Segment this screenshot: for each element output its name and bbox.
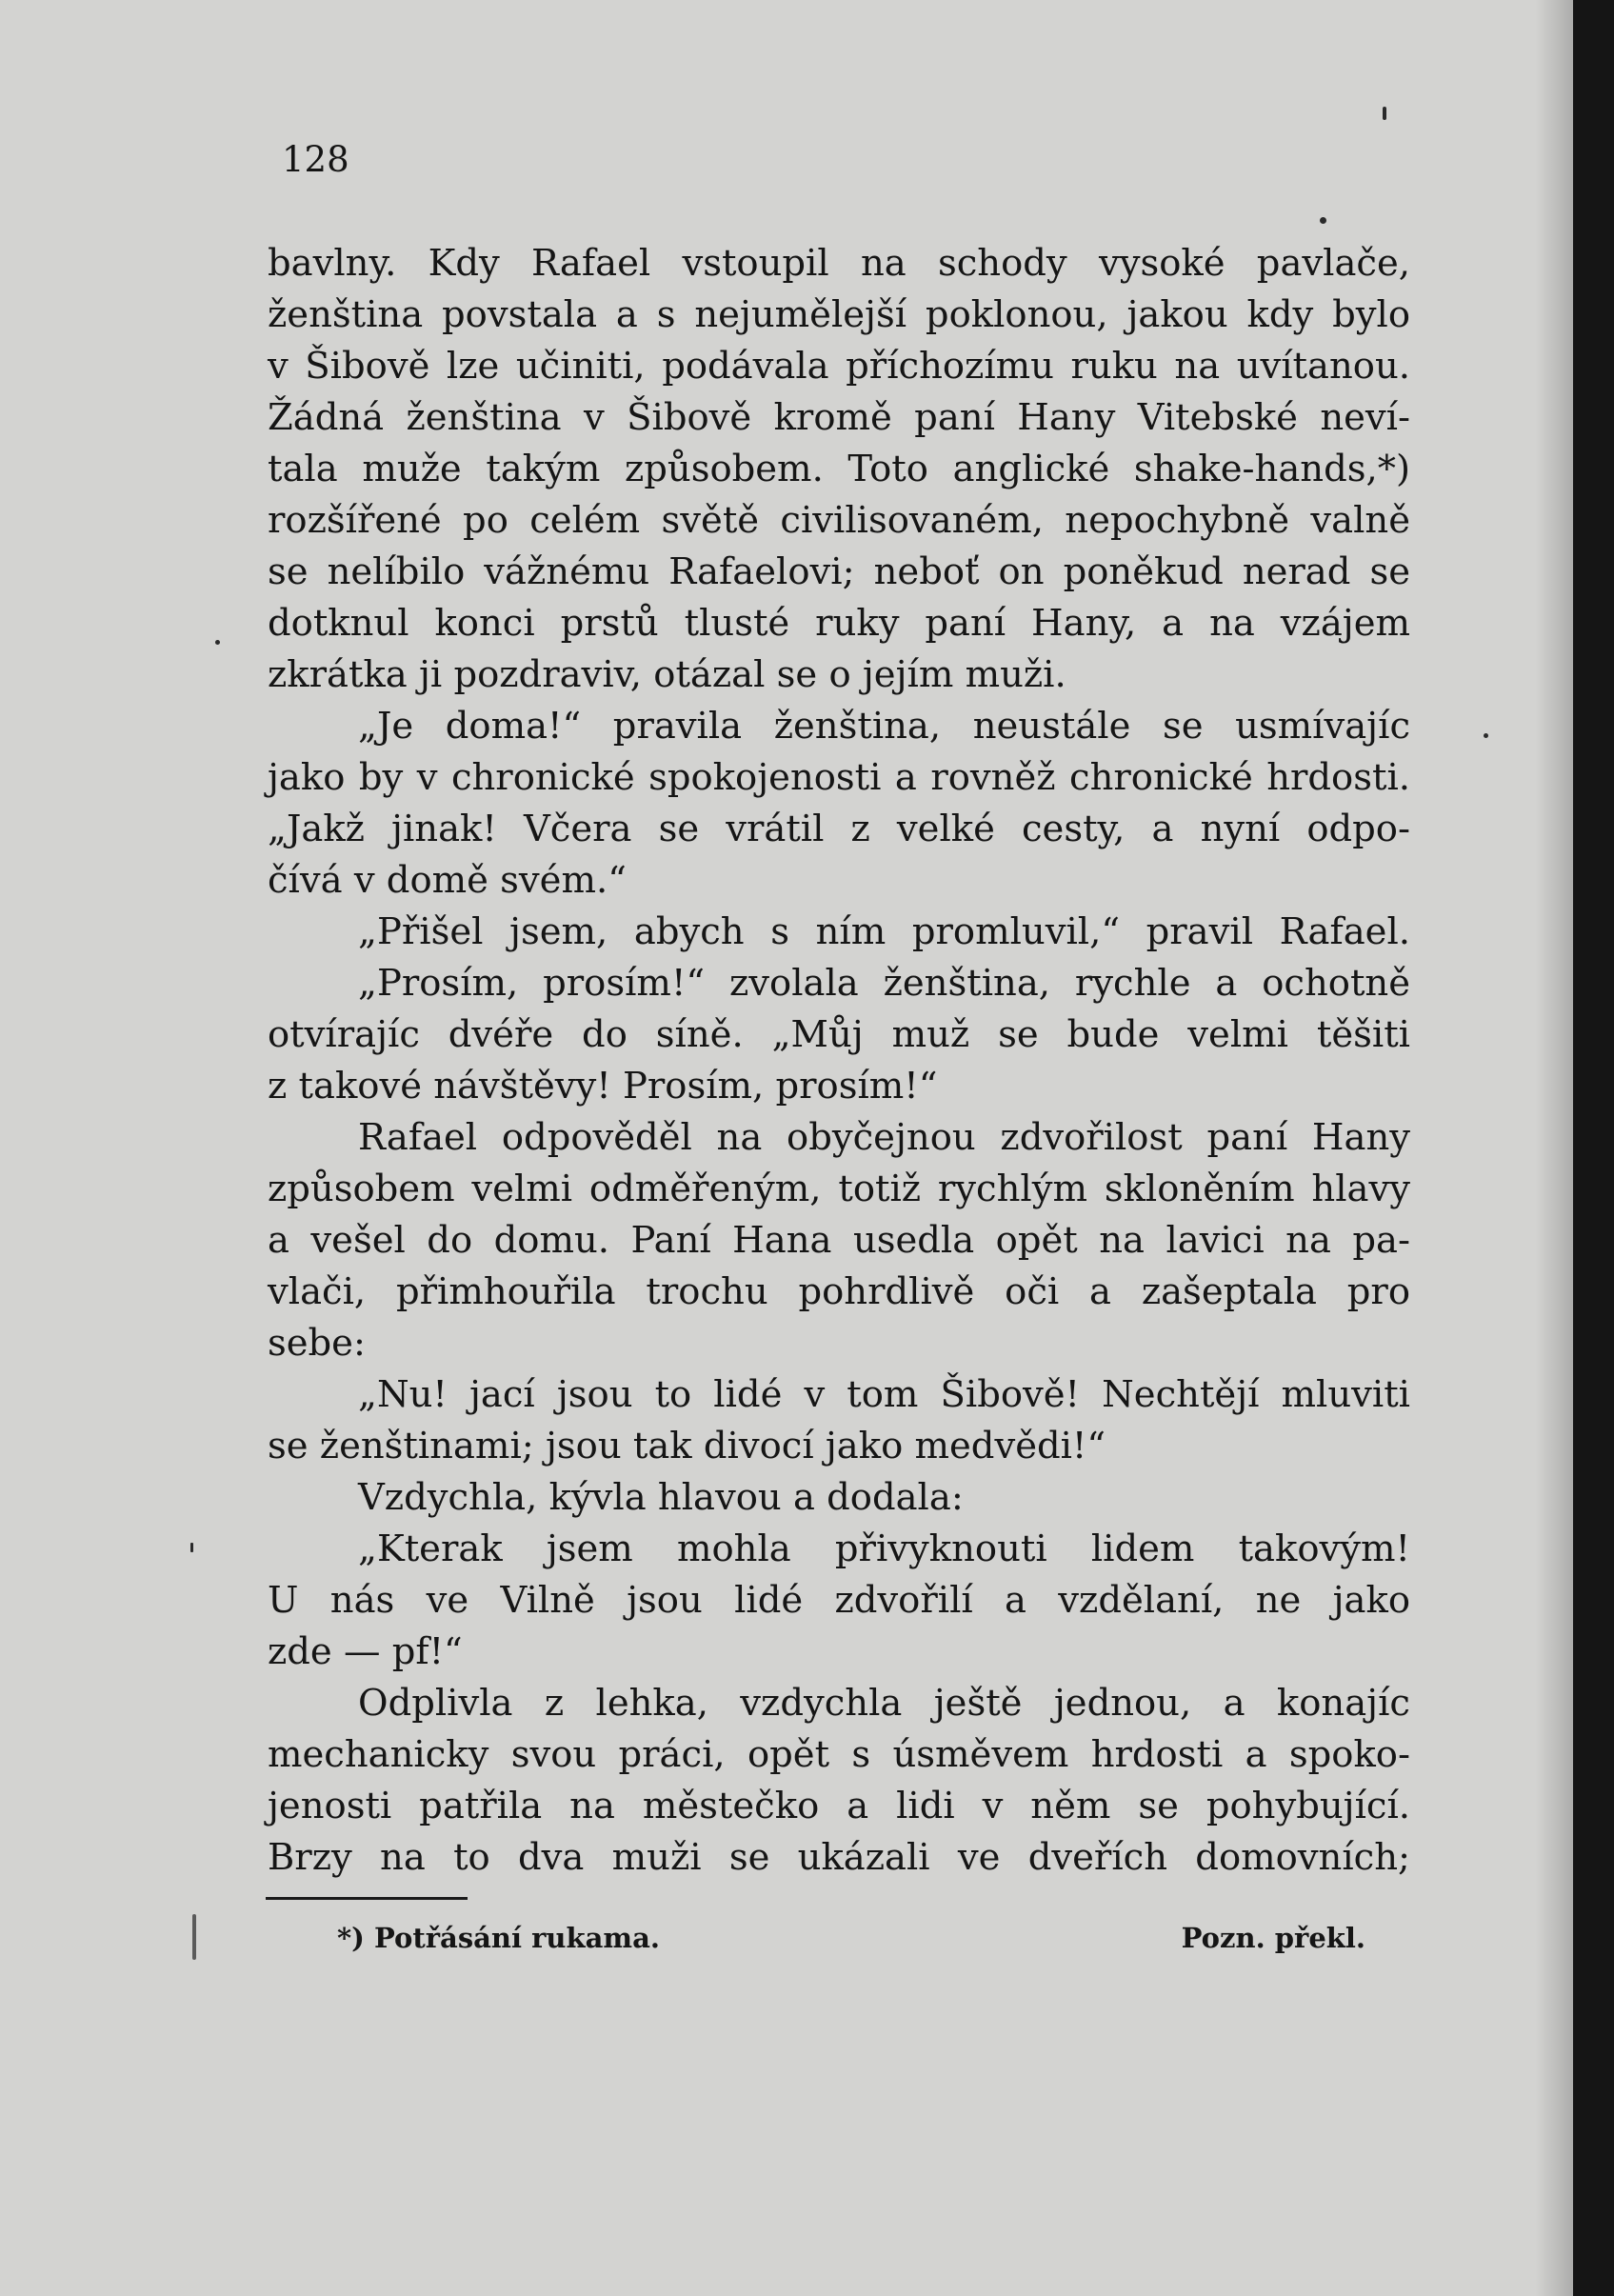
text-line: jako by v chronické spokojenosti a rovněž chronické hrdosti. xyxy=(268,756,1410,799)
text-line: otvírajíc dvéře do síně. „Můj muž se bude velmi těšiti xyxy=(268,1013,1410,1056)
text-line: z takové návštěvy! Prosím, prosím!“ xyxy=(268,1065,938,1108)
paper-speck xyxy=(190,1543,193,1552)
text-line: „Kterak jsem mohla přivyknouti lidem takovým! xyxy=(358,1527,1410,1570)
text-line: zde — pf!“ xyxy=(268,1630,463,1673)
text-line: tala muže takým způsobem. Toto anglické shake-hands,*) xyxy=(268,448,1410,490)
text-line: rozšířené po celém světě civilisovaném, nepochybně valně xyxy=(268,499,1410,542)
paper-speck xyxy=(1320,217,1326,224)
text-line: v Šibově lze učiniti, podávala příchozímu ruku na uvítanou. xyxy=(268,345,1410,388)
footnote xyxy=(337,1922,1365,1954)
text-line: Vzdychla, kývla hlavou a dodala: xyxy=(358,1476,964,1519)
footnote-text: *) Potřásání rukama. xyxy=(337,1922,660,1954)
text-line: se ženštinami; jsou tak divocí jako medvědi!“ xyxy=(268,1425,1106,1467)
text-line: zkrátka ji pozdraviv, otázal se o jejím muži. xyxy=(268,653,1066,696)
text-line: čívá v domě svém.“ xyxy=(268,859,627,902)
paper-speck xyxy=(215,640,220,645)
text-line: způsobem velmi odměřeným, totiž rychlým skloněním hlavy xyxy=(268,1168,1410,1210)
page-edge-shadow xyxy=(1535,0,1573,2296)
footnote-divider xyxy=(266,1897,468,1900)
text-line: Odplivla z lehka, vzdychla ještě jednou, a konajíc xyxy=(358,1682,1410,1725)
text-line: „Je doma!“ pravila ženština, neustále se usmívajíc xyxy=(358,705,1410,748)
text-line: bavlny. Kdy Rafael vstoupil na schody vysoké pavlače, xyxy=(268,242,1410,285)
text-line: Žádná ženština v Šibově kromě paní Hany Vitebské neví- xyxy=(268,396,1410,439)
text-line: ženština povstala a s nejumělejší poklonou, jakou kdy bylo xyxy=(268,293,1410,336)
footnote-attribution: Pozn. překl. xyxy=(1181,1922,1365,1954)
text-line: „Přišel jsem, abych s ním promluvil,“ pravil Rafael. xyxy=(358,910,1410,953)
text-line: dotknul konci prstů tlusté ruky paní Hany, a na vzájem xyxy=(268,602,1410,645)
text-line: U nás ve Vilně jsou lidé zdvořilí a vzdělaní, ne jako xyxy=(268,1579,1410,1622)
text-line: „Prosím, prosím!“ zvolala ženština, rychle a ochotně xyxy=(358,962,1410,1005)
text-line: „Nu! jací jsou to lidé v tom Šibově! Nechtějí mluviti xyxy=(358,1373,1410,1416)
paper-speck xyxy=(192,1914,196,1960)
text-line: a vešel do domu. Paní Hana usedla opět na lavici na pa- xyxy=(268,1219,1410,1262)
text-line: „Jakž jinak! Včera se vrátil z velké cesty, a nyní odpo- xyxy=(268,808,1410,850)
text-line: se nelíbilo vážnému Rafaelovi; neboť on poněkud nerad se xyxy=(268,550,1410,593)
page-number: 128 xyxy=(282,139,349,180)
paper-speck xyxy=(1383,107,1386,120)
text-line: mechanicky svou práci, opět s úsměvem hrdosti a spoko- xyxy=(268,1733,1410,1776)
text-line: Rafael odpověděl na obyčejnou zdvořilost paní Hany xyxy=(358,1116,1410,1159)
text-line: Brzy na to dva muži se ukázali ve dveřích domovních; xyxy=(268,1836,1410,1879)
text-line: vlači, přimhouřila trochu pohrdlivě oči a zašeptala pro xyxy=(268,1270,1410,1313)
text-line: jenosti patřila na městečko a lidi v něm se pohybující. xyxy=(268,1785,1410,1827)
body-text xyxy=(268,238,1410,1884)
text-line: sebe: xyxy=(268,1322,366,1365)
paper-speck xyxy=(1484,733,1488,738)
